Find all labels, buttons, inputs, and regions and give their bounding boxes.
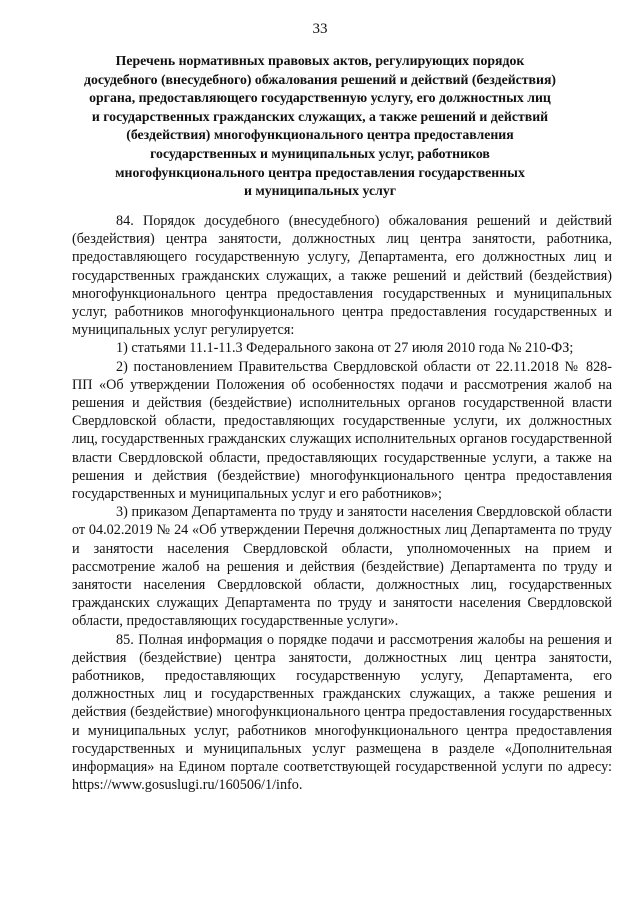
section-title — [70, 52, 570, 201]
paragraph-84: 84. Порядок досудебного (внесудебного) обжалования решений и действий (бездействия) центра занятости, должностных лиц центра занятости, работника, предоставляющего государственную услугу, Департамента, его должностных лиц и государственных гражданских служащих, а также решений и действий (бездействия) многофункционального центра предоставления государственных и муниципальных услуг, работников многофункционального центра предоставления государственных и муниципальных услуг регулируется: — [72, 213, 612, 339]
list-item-3: 3) приказом Департамента по труду и занятости населения Свердловской области от 04.02.2019 № 24 «Об утверждении Перечня должностных лиц Департамента по труду и занятости населения Свердловской области, уполномоченных на прием и рассмотрение жалоб на решения и действия (бездействие) Департамента по труду и занятости населения Свердловской области, должностных лиц, государственных гражданских служащих Департамента по труду и занятости населения Свердловской области, предоставляющих государственные услуги». — [72, 504, 612, 630]
paragraph-85: 85. Полная информация о порядке подачи и рассмотрения жалобы на решения и действия (бездействие) центра занятости, должностных лиц центра занятости, работников, предоставляющих государственную услугу, Департамента, его должностных лиц и государственных гражданских служащих, а также решения и действия (бездействие) многофункционального центра предоставления государственных и муниципальных услуг, работников многофункционального центра предоставления государственных и муниципальных услуг размещена в разделе «Дополнительная информация» на Едином портале соответствующей государственной услуги по адресу: https://www.gosuslugi.ru/160506/1/info. — [72, 631, 612, 794]
page-number: 33 — [312, 21, 328, 37]
title-line: государственных и муниципальных услуг, работников — [150, 145, 490, 161]
document-body — [72, 212, 612, 795]
title-line: (бездействия) многофункционального центра предоставления — [126, 127, 514, 143]
list-item-1: 1) статьями 11.1-11.3 Федерального закона от 27 июля 2010 года № 210-ФЗ; — [116, 340, 574, 357]
title-line: Перечень нормативных правовых актов, регулирующих порядок — [115, 53, 525, 68]
title-line: и государственных гражданских служащих, а также решений и действий — [91, 108, 549, 124]
title-line: многофункционального центра предоставления государственных — [115, 164, 525, 180]
list-item-2: 2) постановлением Правительства Свердловской области от 22.11.2018 № 828-ПП «Об утверждении Положения об особенностях подачи и рассмотрения жалоб на решения и действия (бездействие) исполнительных органов государственной власти Свердловской области, предоставляющих государственные услуги, их должностных лиц, государственных гражданских служащих исполнительных органов государственной власти Свердловской области, предоставляющих государственные услуги, а также на решения и действия (бездействие) многофункционального центра предоставления государственных и муниципальных услуг и его работников»; — [72, 358, 612, 503]
title-line: и муниципальных услуг — [243, 183, 397, 199]
title-line: органа, предоставляющего государственную услугу, его должностных лиц — [89, 90, 551, 106]
title-line: досудебного (внесудебного) обжалования решений и действий (бездействия) — [83, 71, 557, 87]
